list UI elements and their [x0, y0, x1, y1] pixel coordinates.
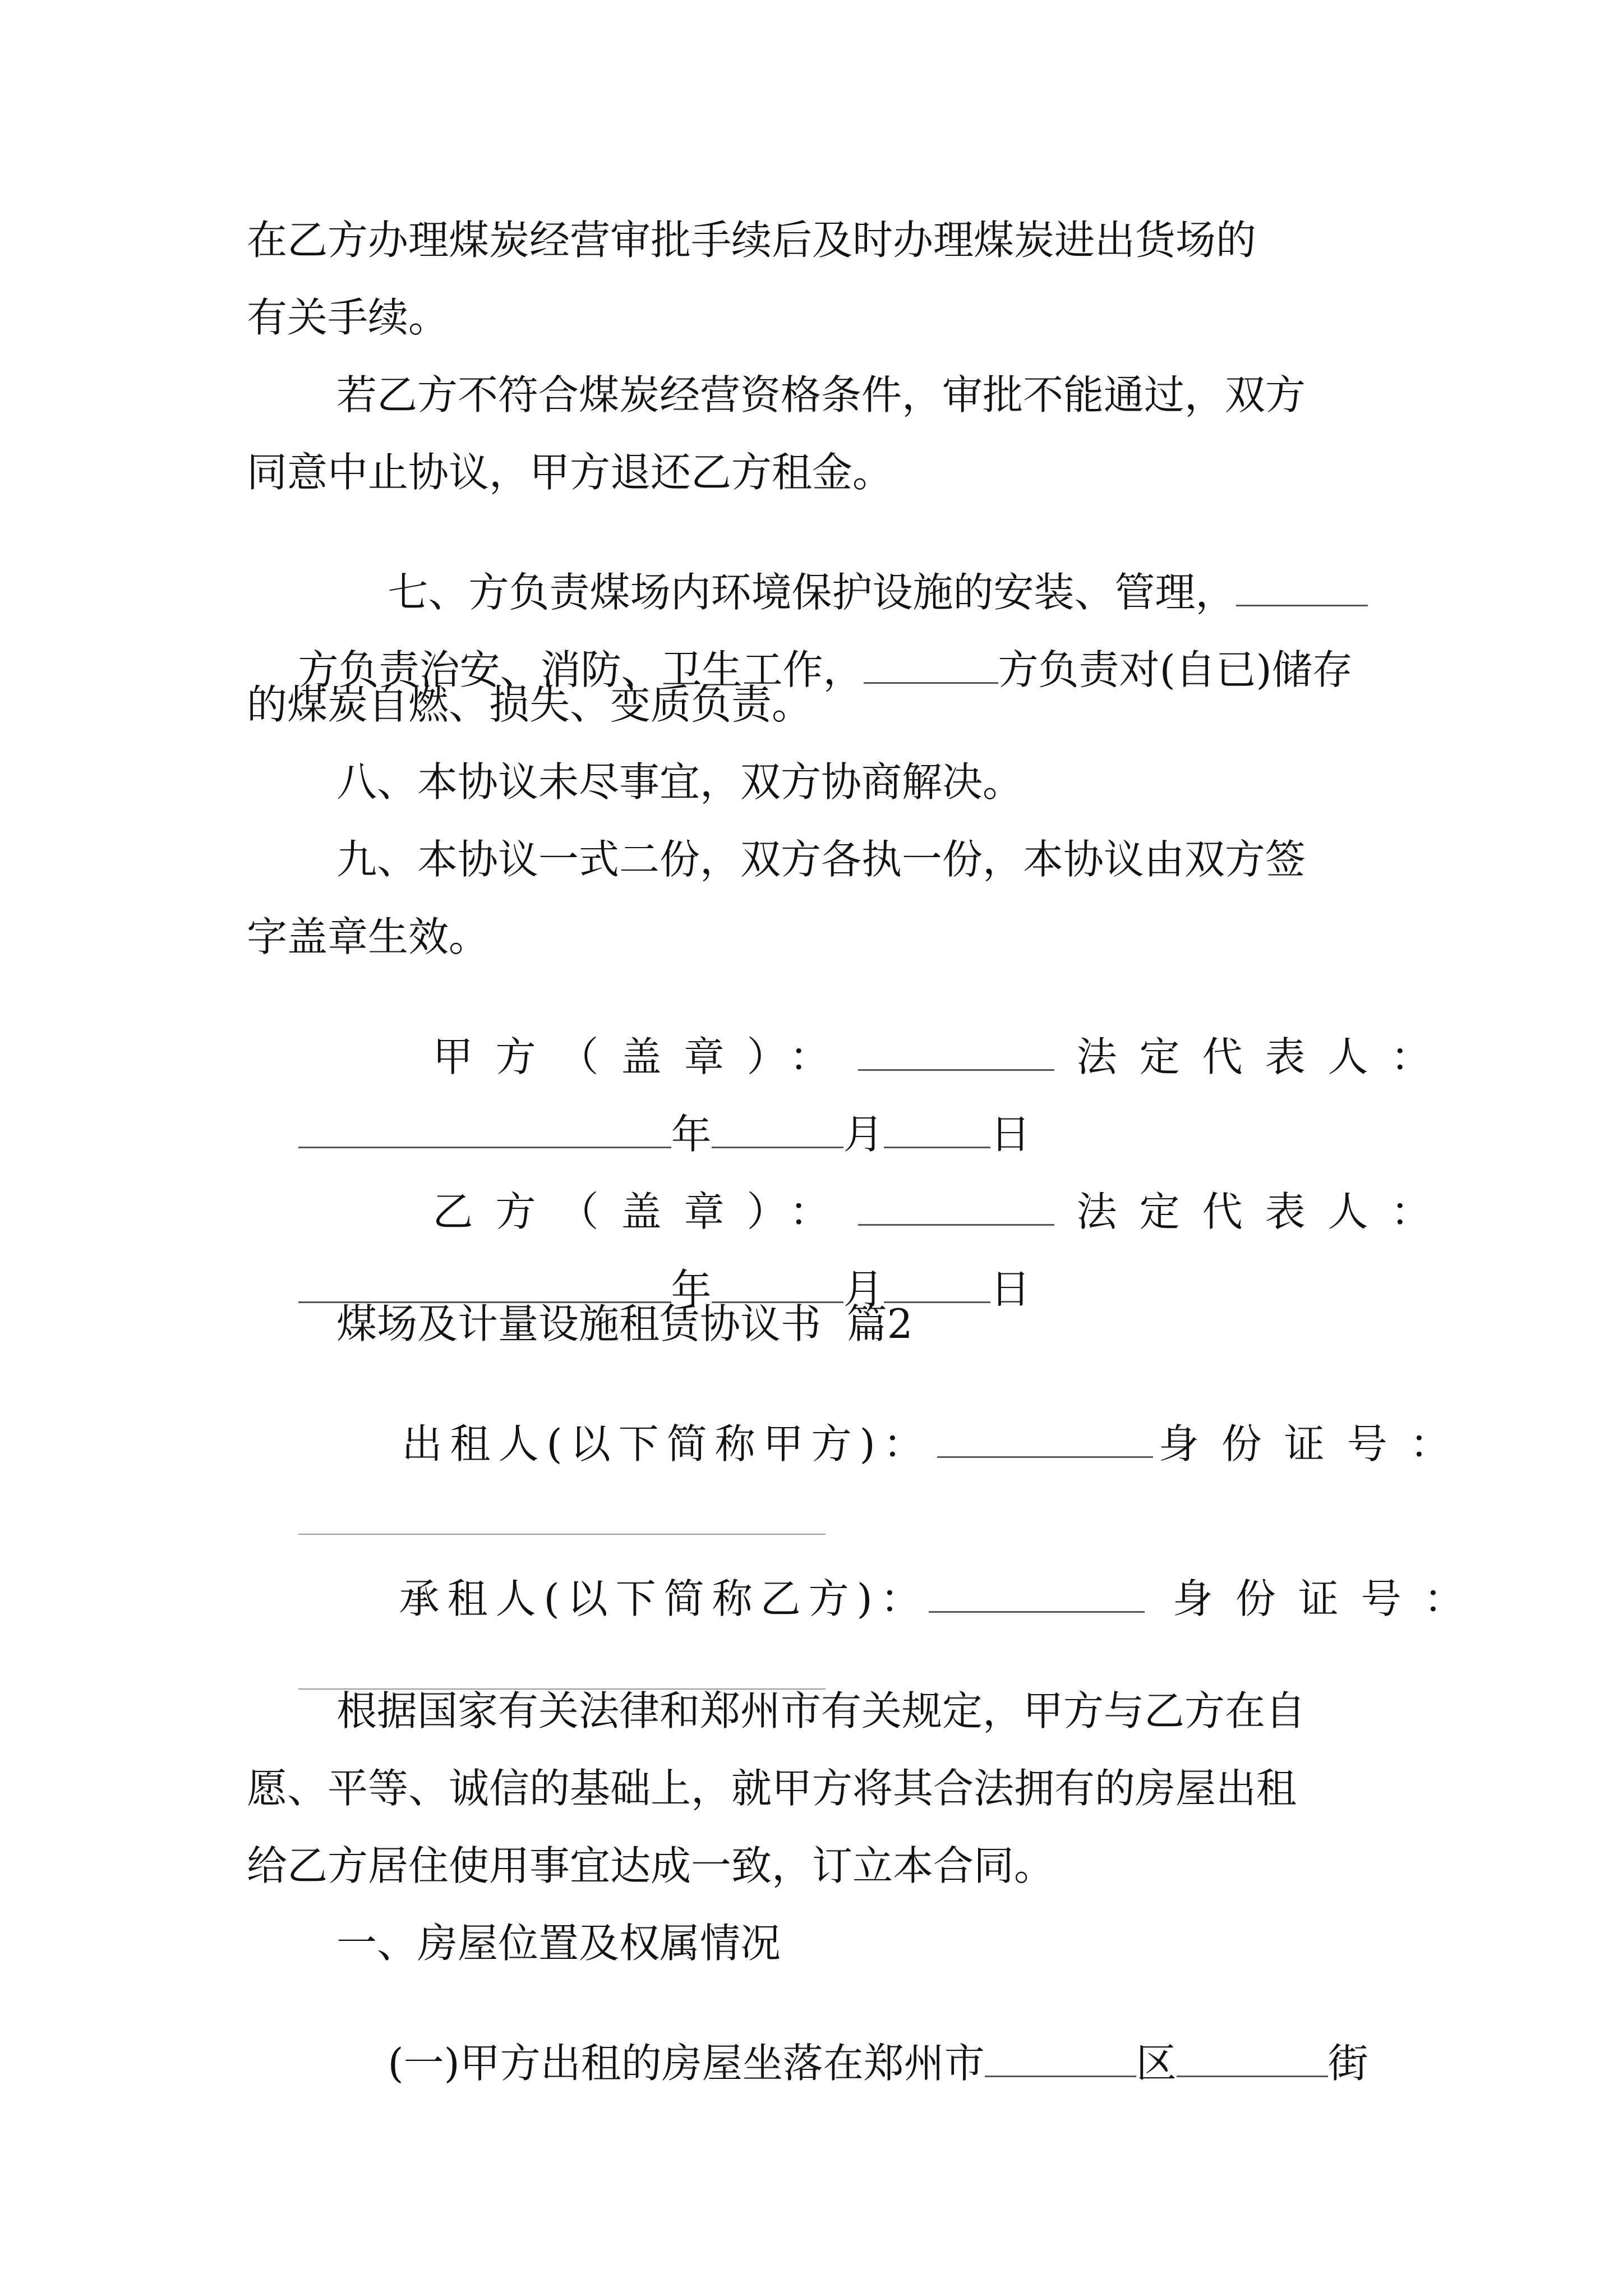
- day-label: 日: [990, 1111, 1031, 1158]
- district-label: 区: [1136, 2040, 1177, 2087]
- fill-blank: [298, 1654, 826, 1690]
- street-label: 街: [1327, 2040, 1368, 2087]
- fill-blank: [884, 1112, 990, 1148]
- id-number-label: 身份证号：: [1158, 1420, 1473, 1467]
- text-line: [336, 2000, 1368, 2087]
- signature-line-a: [381, 994, 1454, 1080]
- clause-seven: [336, 530, 1368, 616]
- fill-blank: [929, 1576, 1145, 1613]
- text-line: 八、本协议未尽事宜，双方协商解决。: [336, 758, 1023, 806]
- signature-line-b: [381, 1149, 1454, 1235]
- date-line-b: [247, 1226, 1031, 1313]
- id-number-label: 身份证号：: [1172, 1575, 1487, 1622]
- clause-text: 七、方负责煤场内环境保护设施的安装、管理，: [388, 569, 1236, 616]
- lessee-line: [348, 1536, 1487, 1622]
- clause-text: 方负责对(自已)储存: [998, 646, 1353, 693]
- date-line-a: [247, 1071, 1031, 1158]
- fill-blank: [1236, 570, 1368, 606]
- fill-blank: [858, 1189, 1054, 1226]
- fill-blank: [937, 1421, 1153, 1458]
- month-label: 月: [843, 1266, 884, 1313]
- legal-rep-label: 法定代表人：: [1076, 1033, 1454, 1080]
- id-line-a: [247, 1458, 826, 1503]
- fill-blank: [298, 1499, 826, 1535]
- text-line: 九、本协议一式二份，双方各执一份，本协议由双方签: [336, 836, 1306, 883]
- text-line: [247, 607, 1353, 693]
- lessee-label: 承租人(以下简称乙方)：: [399, 1575, 929, 1622]
- legal-rep-label: 法定代表人：: [1076, 1188, 1454, 1235]
- text-line: 的煤炭自燃、损失、变质负责。: [247, 681, 813, 728]
- year-label: 年: [671, 1111, 712, 1158]
- fill-blank: [985, 2041, 1136, 2077]
- clause-text: 方负责治安、消防、卫生工作，: [298, 646, 864, 693]
- text-line: 愿、平等、诚信的基础上，就甲方将其合法拥有的房屋出租: [247, 1765, 1297, 1812]
- text-line: 字盖章生效。: [247, 913, 490, 960]
- fill-blank: [858, 1034, 1054, 1071]
- fill-blank: [712, 1267, 843, 1303]
- fill-blank: [298, 1267, 671, 1303]
- month-label: 月: [843, 1111, 884, 1158]
- text-line: 同意中止协议，甲方退还乙方租金。: [247, 449, 893, 496]
- day-label: 日: [990, 1266, 1031, 1313]
- fill-blank: [298, 1112, 671, 1148]
- id-line-b: [247, 1613, 826, 1658]
- fill-blank: [712, 1112, 843, 1148]
- year-label: 年: [671, 1266, 712, 1313]
- text-line: 根据国家有关法律和郑州市有关规定，甲方与乙方在自: [336, 1687, 1306, 1734]
- party-a-seal-label: 甲方（盖章）：: [432, 1033, 852, 1080]
- text-line: 给乙方居住使用事宜达成一致，订立本合同。: [247, 1842, 1055, 1889]
- clause-text: (一)甲方出租的房屋坐落在郑州市: [388, 2040, 985, 2087]
- fill-blank: [884, 1267, 990, 1303]
- section-title: 煤场及计量设施租赁协议书 篇2: [336, 1300, 913, 1347]
- lessor-line: [351, 1381, 1473, 1467]
- heading-location: 一、房屋位置及权属情况: [336, 1920, 781, 1967]
- fill-blank: [864, 647, 998, 684]
- text-line: 若乙方不符合煤炭经营资格条件，审批不能通过，双方: [336, 371, 1306, 418]
- lessor-label: 出租人(以下简称甲方)：: [402, 1420, 932, 1467]
- party-b-seal-label: 乙方（盖章）：: [432, 1188, 852, 1235]
- text-line: 在乙方办理煤炭经营审批手续后及时办理煤炭进出货场的: [247, 217, 1257, 264]
- fill-blank: [1177, 2041, 1328, 2077]
- text-line: 有关手续。: [247, 294, 449, 341]
